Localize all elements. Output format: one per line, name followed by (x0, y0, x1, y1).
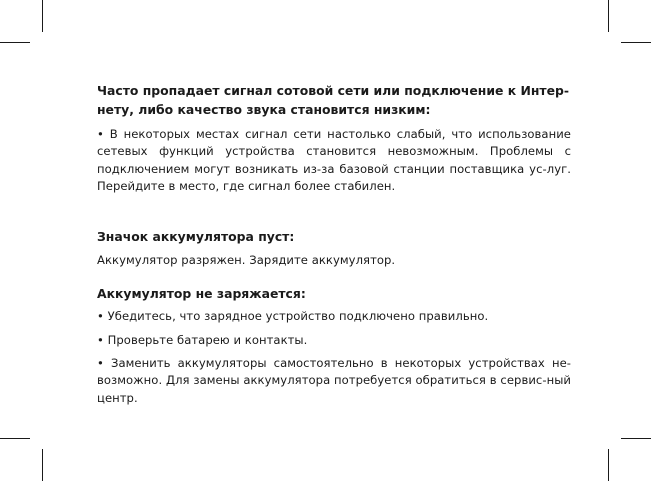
crop-mark-bottom-left-horizontal (0, 438, 30, 439)
manual-page-content (97, 81, 571, 407)
crop-mark-top-left-horizontal (0, 42, 30, 43)
section-paragraph: • Заменить аккумуляторы самостоятельно в некоторых устройствах не-возможно. Для замены аккумулятора потребуется обратиться в сервис-ный центр. (97, 356, 571, 405)
section-battery-empty (97, 227, 571, 269)
crop-mark-bottom-right-vertical (608, 449, 609, 481)
crop-mark-bottom-right-horizontal (621, 438, 651, 439)
crop-mark-top-right-vertical (608, 0, 609, 32)
crop-mark-top-left-vertical (42, 0, 43, 32)
crop-mark-bottom-left-vertical (42, 449, 43, 481)
section-paragraph: • В некоторых местах сигнал сети настолько слабый, что использование сетевых функций устройства становится невозможным. Проблемы с подключением могут возникать из-за базовой станции поставщика ус-луг. Перейдите в место, где сигнал более стабилен. (97, 127, 571, 193)
section-paragraph: • Убедитесь, что зарядное устройство подключено правильно. (97, 309, 489, 324)
section-paragraph: • Проверьте батарею и контакты. (97, 332, 308, 347)
section-heading: Значок аккумулятора пуст: (97, 229, 295, 245)
crop-mark-top-right-horizontal (621, 42, 651, 43)
section-battery-not-charging (97, 284, 571, 406)
section-weak-signal (97, 81, 571, 195)
section-heading: Часто пропадает сигнал сотовой сети или подключение к Интер-нету, либо качество звука становится низким: (97, 83, 569, 117)
section-heading: Аккумулятор не заряжается: (97, 286, 306, 302)
section-paragraph: Аккумулятор разряжен. Зарядите аккумулятор. (97, 253, 396, 268)
